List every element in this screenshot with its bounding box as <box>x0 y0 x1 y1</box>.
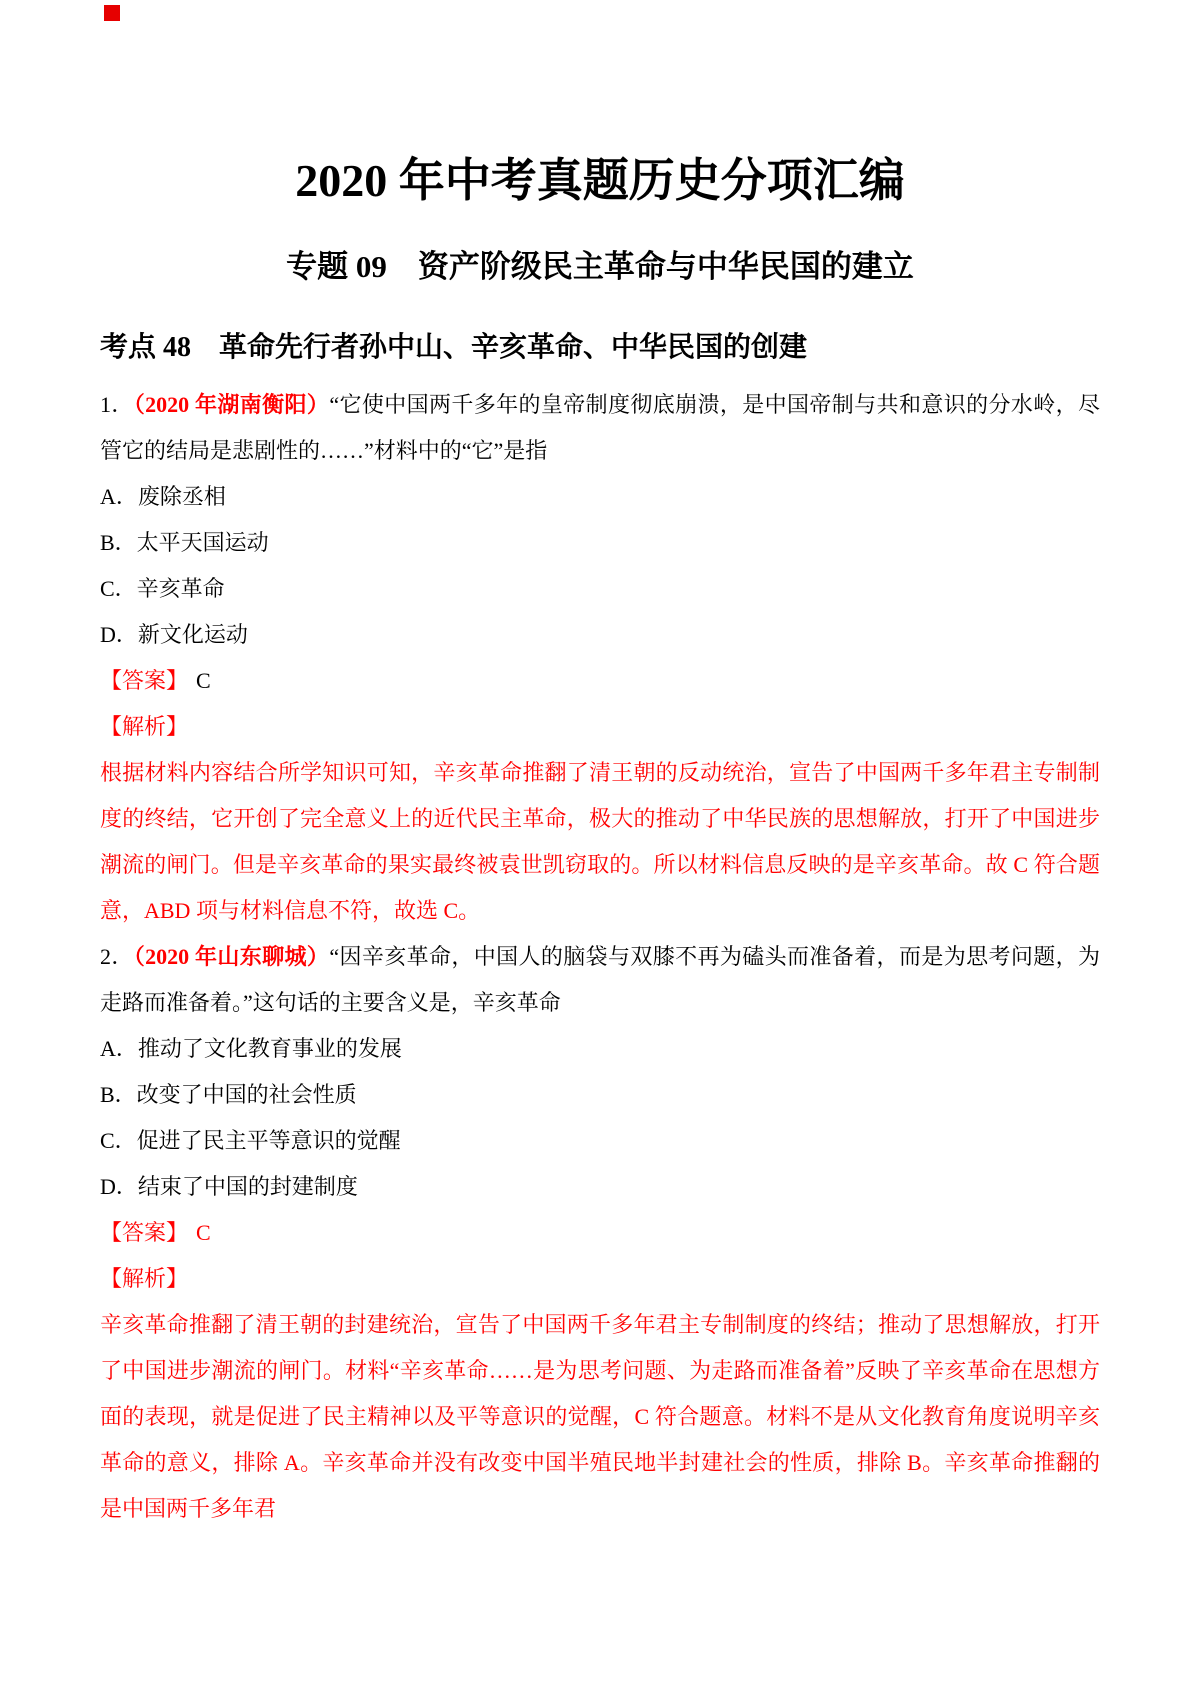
document-subtitle: 专题 09 资产阶级民主革命与中华民国的建立 <box>286 248 914 284</box>
document-body <box>100 382 1100 1532</box>
red-square-marker <box>104 5 120 21</box>
option-b: B．太平天国运动 <box>100 530 269 556</box>
answer-label: 【答案】 <box>100 1220 189 1246</box>
question-stem-text: “因辛亥革命，中国人的脑袋与双膝不再为磕头而准备着，而是为思考问题，为走路而准备着。”这句话的主要含义是，辛亥革命 <box>100 944 1100 1016</box>
question-block <box>100 934 1100 1532</box>
analysis-text: 根据材料内容结合所学知识可知，辛亥革命推翻了清王朝的反动统治，宣告了中国两千多年君主专制制度的终结，它开创了完全意义上的近代民主革命，极大的推动了中华民族的思想解放，打开了中国进步潮流的闸门。但是辛亥革命的果实最终被袁世凯窃取的。所以材料信息反映的是辛亥革命。故 C 符合题意，ABD 项与材料信息不符，故选 C。 <box>100 760 1100 924</box>
answer-value: C <box>196 1220 211 1246</box>
answer-value: C <box>196 668 211 694</box>
question-source: （2020 年山东聊城） <box>133 944 330 970</box>
option-d: D．新文化运动 <box>100 622 248 648</box>
analysis-label: 【解析】 <box>100 714 189 740</box>
question-stem <box>100 382 1100 474</box>
analysis-text: 辛亥革命推翻了清王朝的封建统治，宣告了中国两千多年君主专制制度的终结；推动了思想解放，打开了中国进步潮流的闸门。材料“辛亥革命……是为思考问题、为走路而准备着”反映了辛亥革命在思想方面的表现，就是促进了民主精神以及平等意识的觉醒，C 符合题意。材料不是从文化教育角度说明辛亥革命的意义，排除 A。辛亥革命并没有改变中国半殖民地半封建社会的性质，排除 B。辛亥革命推翻的是中国两千多年君 <box>100 1312 1100 1522</box>
question-stem <box>100 934 1100 1026</box>
option-c: C．辛亥革命 <box>100 576 225 602</box>
option-a: A．推动了文化教育事业的发展 <box>100 1036 402 1062</box>
question-stem-text: “它使中国两千多年的皇帝制度彻底崩溃，是中国帝制与共和意识的分水岭，尽管它的结局是悲剧性的……”材料中的“它”是指 <box>100 392 1100 464</box>
option-d: D．结束了中国的封建制度 <box>100 1174 358 1200</box>
analysis-label-line <box>100 1256 1100 1302</box>
document-title: 2020 年中考真题历史分项汇编 <box>295 155 905 206</box>
analysis-label: 【解析】 <box>100 1266 189 1292</box>
question-block <box>100 382 1100 934</box>
answer-line <box>100 1210 1100 1256</box>
option-c: C．促进了民主平等意识的觉醒 <box>100 1128 401 1154</box>
question-number: 2． <box>100 944 134 970</box>
question-number: 1． <box>100 392 134 418</box>
answer-label: 【答案】 <box>100 668 189 694</box>
analysis-label-line <box>100 704 1100 750</box>
section-heading: 考点 48 革命先行者孙中山、辛亥革命、中华民国的创建 <box>100 331 808 363</box>
option-b: B．改变了中国的社会性质 <box>100 1082 357 1108</box>
question-source: （2020 年湖南衡阳） <box>133 392 330 418</box>
answer-line <box>100 658 1100 704</box>
option-a: A．废除丞相 <box>100 484 226 510</box>
